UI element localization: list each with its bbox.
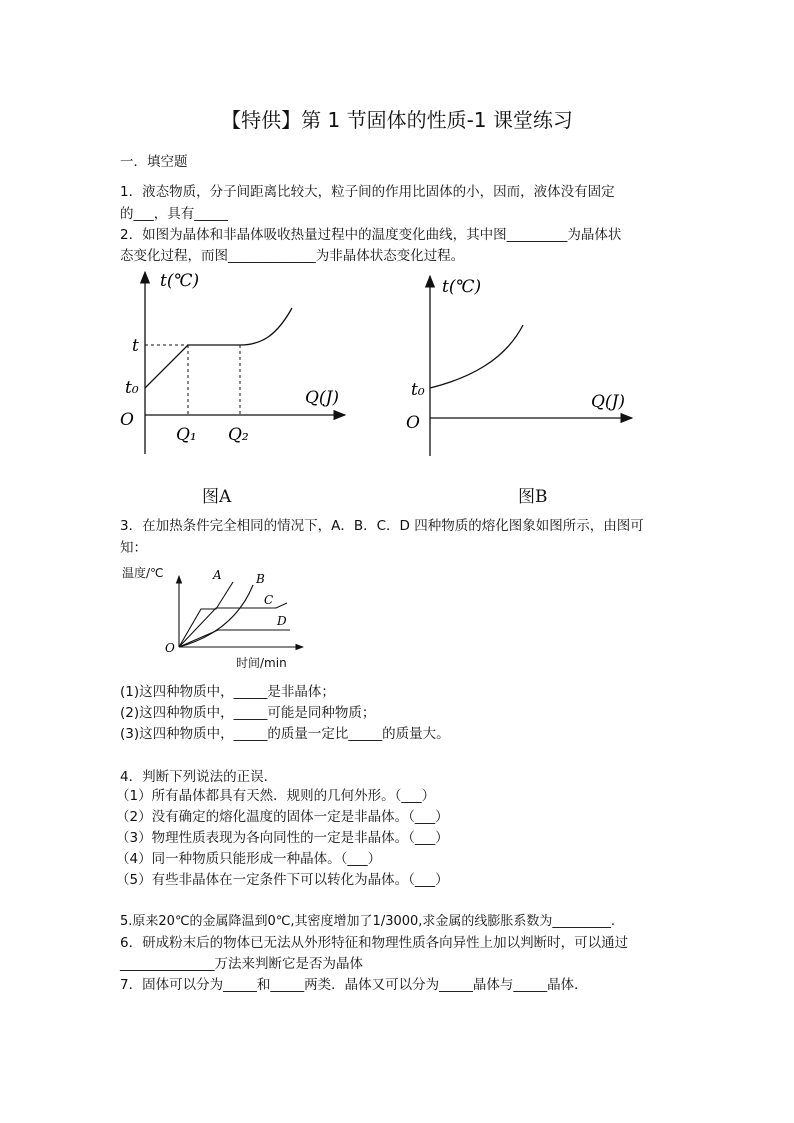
- figure-a: [120, 271, 345, 454]
- figure-b-origin: O: [406, 413, 420, 433]
- figure-b-y-label: t(℃): [442, 277, 482, 297]
- figure-a-caption: 图A: [202, 487, 232, 507]
- figure-b-x-label: Q(J): [591, 392, 626, 412]
- question-5: 5.原来20℃的金属降温到0℃,其密度增加了1/3000,求金属的线膨胀系数为_________.: [120, 914, 616, 929]
- curve-d: [179, 630, 290, 647]
- figure-a-y-label: t(℃): [160, 271, 200, 291]
- figure-b-caption: 图B: [518, 487, 548, 507]
- figure-a-q2-label: Q₂: [228, 425, 249, 445]
- figure-a-q1-label: Q₁: [176, 425, 197, 445]
- curve-label-d: D: [277, 614, 287, 628]
- figure-melting-x-label: 时间/min: [236, 656, 287, 670]
- question-3-line-2: 知：: [120, 540, 147, 556]
- question-4-item-4: （4）同一种物质只能形成一种晶体。（___）: [116, 851, 382, 867]
- question-1-line-1: 1．液态物质，分子间距离比较大，粒子间的作用比固体的小，因而，液体没有固定: [120, 184, 615, 200]
- figure-a-t-label: t: [132, 336, 139, 356]
- question-6-line-1: 6．研成粉末后的物体已无法从外形特征和物理性质各向异性上加以判断时，可以通过: [120, 935, 629, 951]
- question-3-sub-2: (2)这四种物质中，_____可能是同种物质；: [120, 705, 376, 721]
- question-1-line-2: 的___，具有_____: [120, 206, 228, 222]
- question-2-line-2: 态变化过程，而图_____________为非晶体状态变化过程。: [120, 248, 465, 264]
- question-4-item-1: （1）所有晶体都具有天然．规则的几何外形。（___）: [116, 788, 436, 804]
- figure-ab: [100, 262, 660, 512]
- curve-label-a: A: [213, 568, 222, 582]
- question-3-sub-1: (1)这四种物质中，_____是非晶体；: [120, 684, 335, 700]
- question-4-stem: 4．判断下列说法的正误．: [120, 769, 278, 785]
- question-6-line-2: ______________万法来判断它是否为晶体: [120, 956, 363, 972]
- question-4-item-2: （2）没有确定的熔化温度的固体一定是非晶体。（___）: [116, 809, 449, 825]
- figure-b: [406, 276, 632, 456]
- question-7: 7．固体可以分为_____和_____两类．晶体又可以分为_____晶体与_____晶体．: [120, 977, 588, 993]
- figure-b-t0-label: t₀: [411, 380, 425, 400]
- figure-a-origin: O: [120, 410, 134, 430]
- question-2-line-1: 2．如图为晶体和非晶体吸收热量过程中的温度变化曲线，其中图_________为晶体状: [120, 227, 622, 243]
- curve-label-c: C: [264, 593, 274, 607]
- figure-a-x-label: Q(J): [305, 388, 340, 408]
- section-heading: 一．填空题: [120, 154, 188, 170]
- question-3-line-1: 3．在加热条件完全相同的情况下，A．B．C．D 四种物质的熔化图象如图所示，由图可: [120, 518, 644, 534]
- question-3-sub-3: (3)这四种物质中，_____的质量一定比_____的质量大。: [120, 726, 450, 742]
- figure-a-curve: [145, 308, 292, 388]
- page-title: 【特供】第 1 节固体的性质-1 课堂练习: [221, 108, 573, 132]
- figure-melting-origin: O: [165, 641, 175, 655]
- figure-b-curve: [430, 325, 523, 388]
- curve-b: [179, 585, 253, 647]
- figure-a-t0-label: t₀: [125, 378, 139, 398]
- curve-a: [179, 582, 233, 647]
- question-4-item-3: （3）物理性质表现为各向同性的一定是非晶体。（___）: [116, 830, 449, 846]
- question-4-item-5: （5）有些非晶体在一定条件下可以转化为晶体。（___）: [116, 872, 449, 888]
- curve-label-b: B: [256, 572, 265, 586]
- figure-melting-y-label: 温度/℃: [122, 566, 164, 580]
